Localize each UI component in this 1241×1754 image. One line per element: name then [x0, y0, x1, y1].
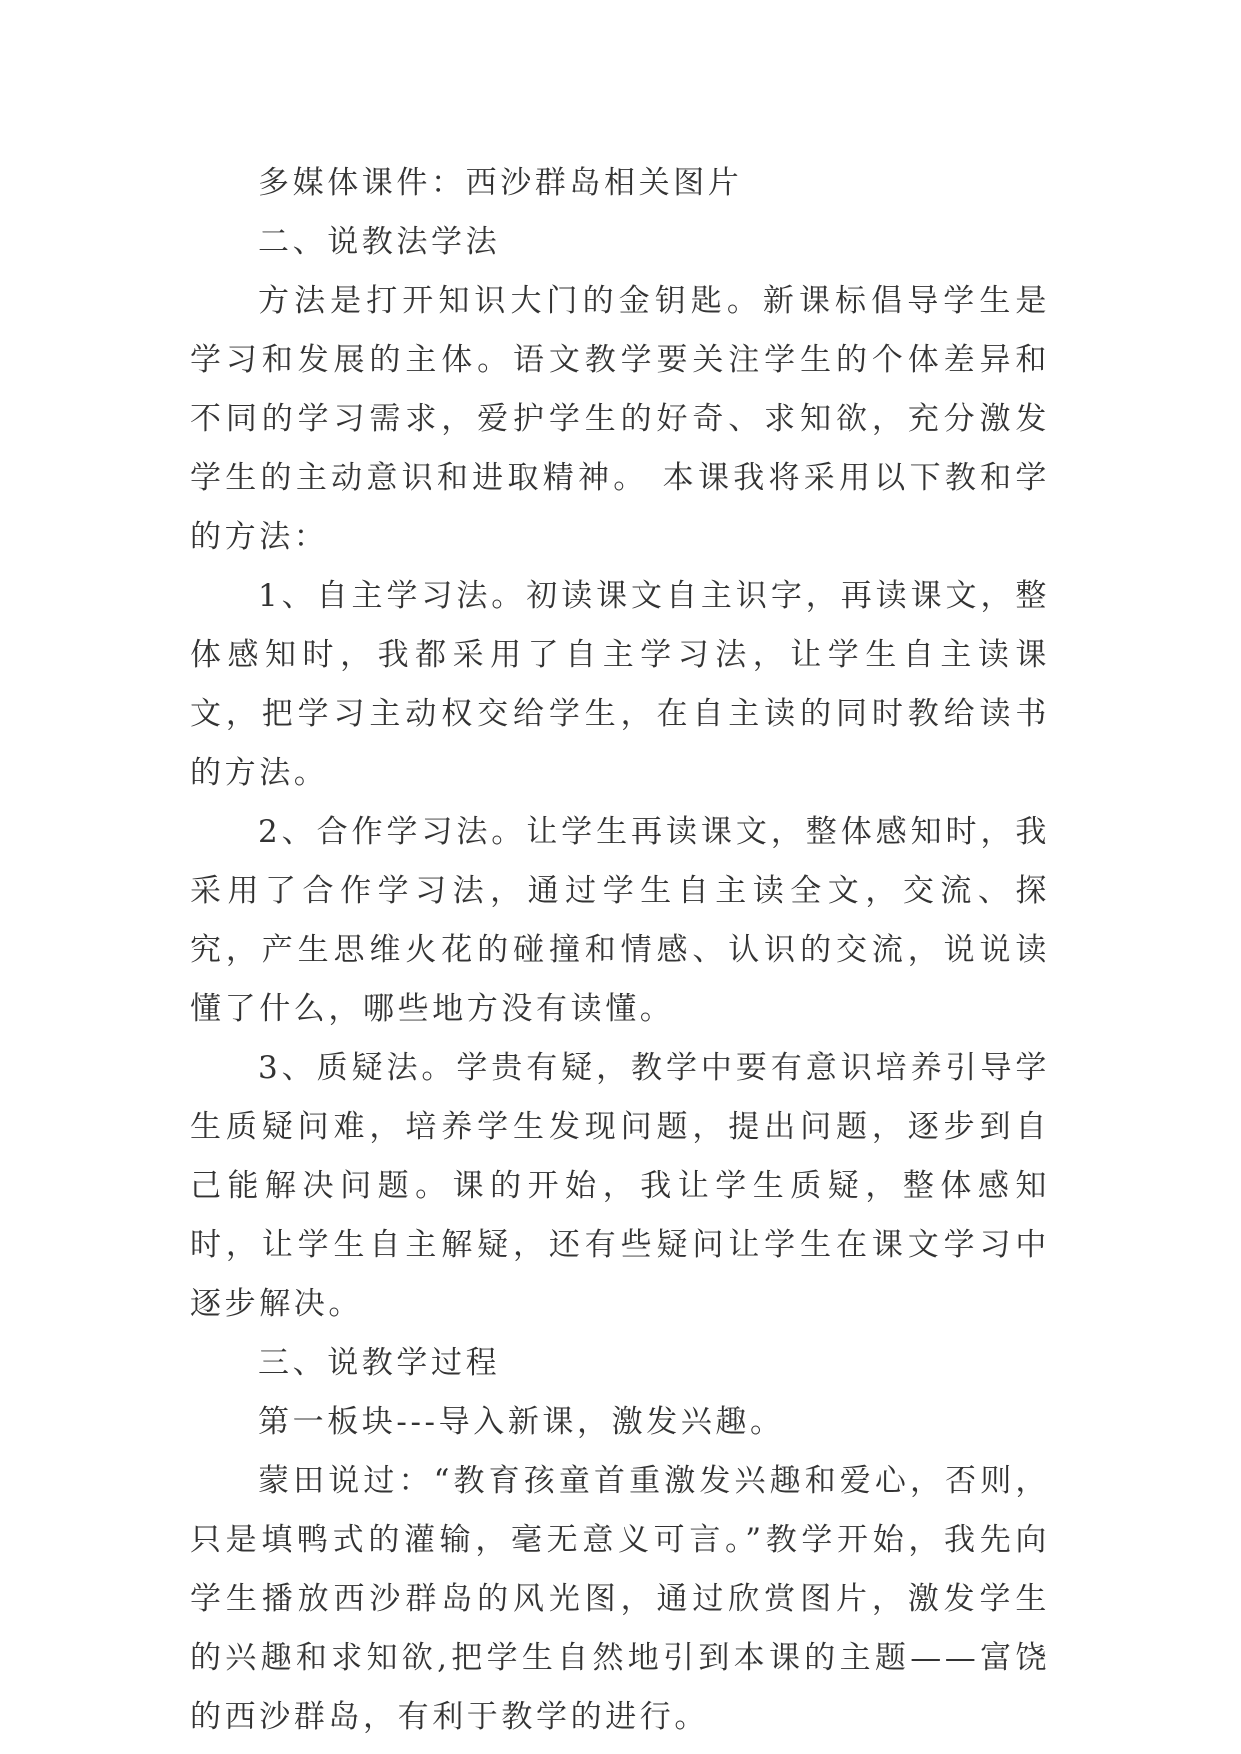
- document-body: [190, 154, 1050, 1747]
- materials-line: 多媒体课件：西沙群岛相关图片: [258, 165, 743, 201]
- montaigne-quote-paragraph: 蒙田说过：“教育孩童首重激发兴趣和爱心，否则，只是填鸭式的灌输，毫无意义可言。”教学开始，我先向学生播放西沙群岛的风光图，通过欣赏图片，激发学生的兴趣和求知欲,把学生自然地引到本课的主题——富饶的西沙群岛，有利于教学的进行。: [190, 1463, 1050, 1735]
- method-1-paragraph: 1、自主学习法。初读课文自主识字，再读课文，整体感知时，我都采用了自主学习法，让学生自主读课文，把学习主动权交给学生，在自主读的同时教给读书的方法。: [190, 578, 1050, 791]
- section-heading-methods: 二、说教法学法: [258, 224, 501, 260]
- method-2-paragraph: 2、合作学习法。让学生再读课文，整体感知时，我采用了合作学习法，通过学生自主读全文，交流、探究，产生思维火花的碰撞和情感、认识的交流，说说读懂了什么，哪些地方没有读懂。: [190, 814, 1050, 1027]
- method-3-paragraph: 3、质疑法。学贵有疑，教学中要有意识培养引导学生质疑问难，培养学生发现问题，提出问题，逐步到自己能解决问题。课的开始，我让学生质疑，整体感知时，让学生自主解疑，还有些疑问让学生在课文学习中逐步解决。: [190, 1050, 1050, 1322]
- methods-intro-paragraph: 方法是打开知识大门的金钥匙。新课标倡导学生是学习和发展的主体。语文教学要关注学生的个体差异和不同的学习需求，爱护学生的好奇、求知欲，充分激发学生的主动意识和进取精神。 本课我将采用以下教和学的方法：: [190, 283, 1050, 555]
- section-heading-process: 三、说教学过程: [258, 1345, 501, 1381]
- block-1-heading: 第一板块---导入新课，激发兴趣。: [258, 1404, 785, 1440]
